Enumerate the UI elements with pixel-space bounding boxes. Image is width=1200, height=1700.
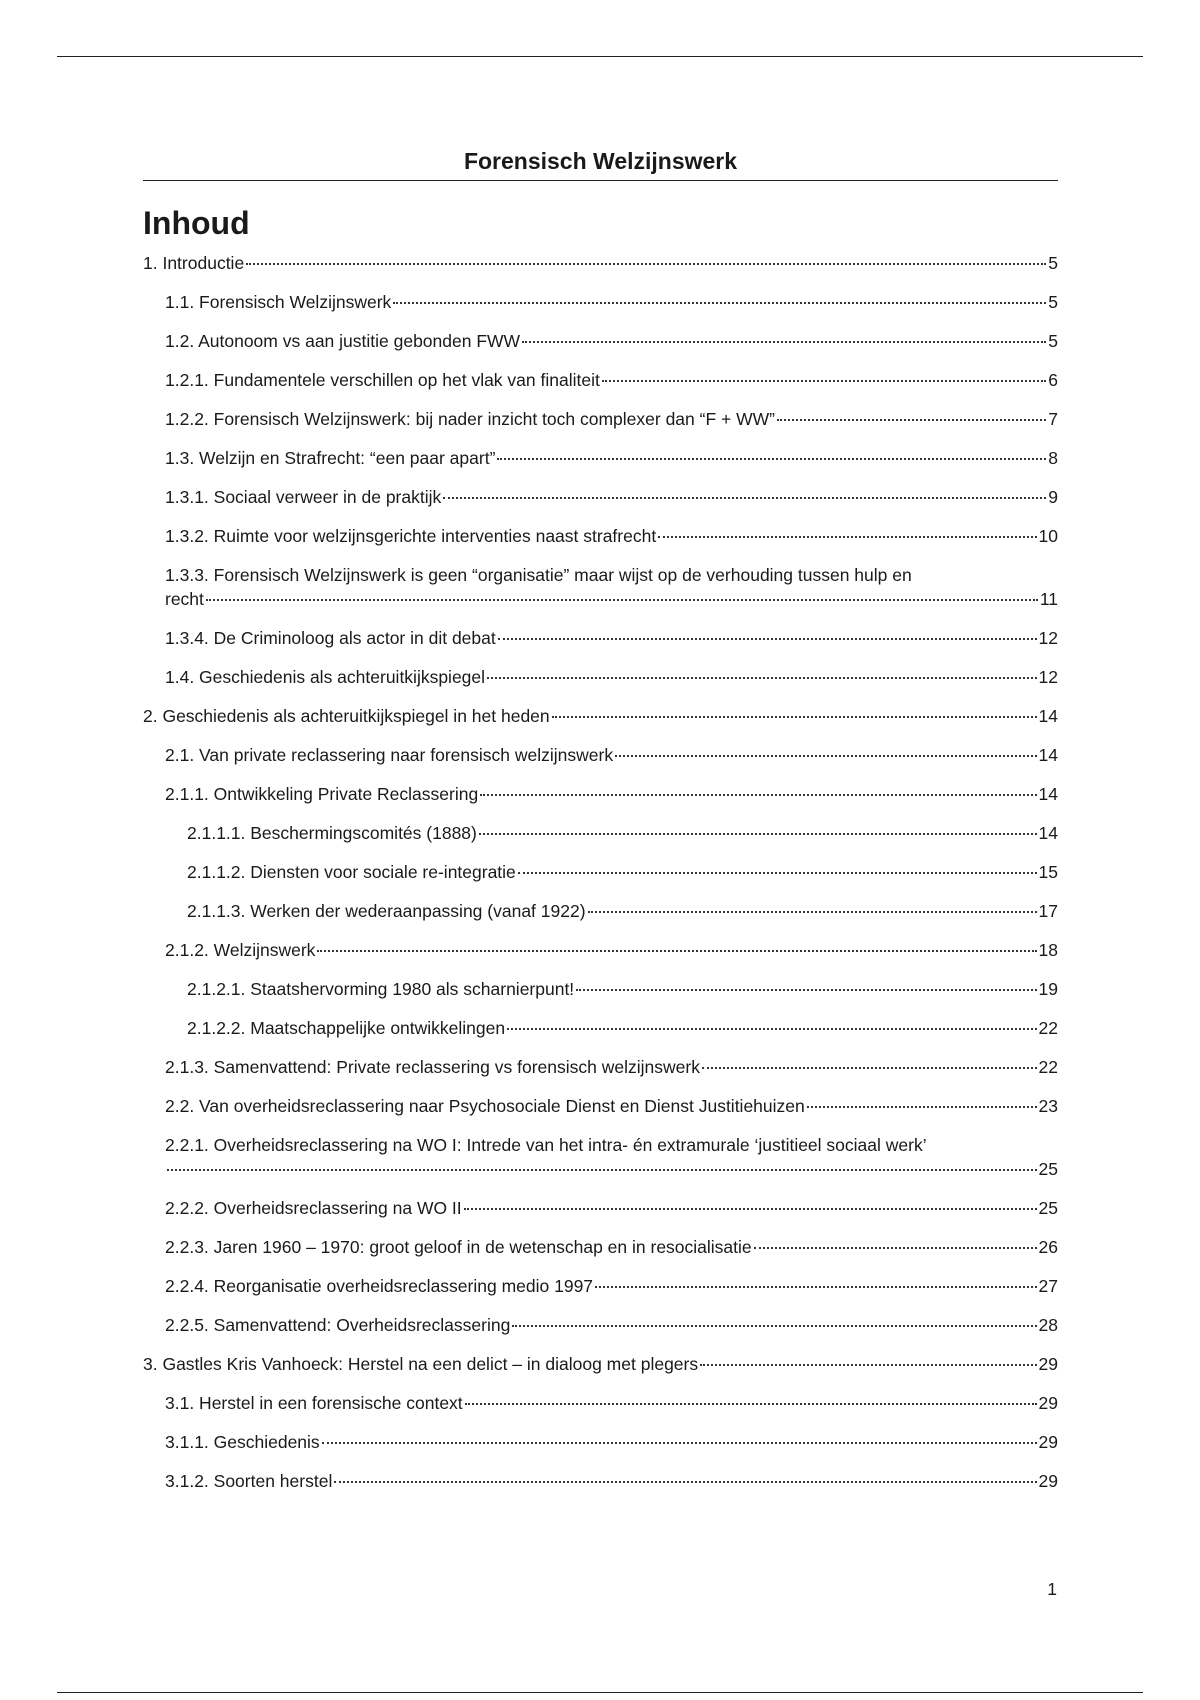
toc-page-number: 14 [1038,745,1058,765]
toc-entry[interactable] [143,938,1058,962]
document-title: Forensisch Welzijnswerk [143,145,1058,181]
toc-entry-line [165,485,1058,509]
toc-page-number: 14 [1038,706,1058,726]
toc-page-number: 25 [1038,1159,1058,1179]
toc-entry[interactable] [143,1133,1058,1181]
toc-entry-label: 1.2.1. Fundamentele verschillen op het vlak van finaliteit [165,370,600,390]
toc-entry-line [143,1352,1058,1376]
toc-leader-dots [518,872,1037,874]
toc-entry-line [143,704,1058,728]
toc-leader-dots [552,716,1037,718]
toc-entry-label: 2.1.1. Ontwikkeling Private Reclassering [165,784,479,804]
toc-page-number: 5 [1048,331,1058,351]
toc-entry[interactable] [143,1016,1058,1040]
toc-entry-label: 2.1.1.3. Werken der wederaanpassing (vanaf 1922) [187,901,586,921]
toc-entry-line [165,626,1058,650]
toc-entry-label: 1. Introductie [143,253,245,273]
toc-leader-dots [700,1364,1036,1366]
toc-entry-label: 2.1.1.2. Diensten voor sociale re-integratie [187,862,516,882]
toc-leader-dots [497,458,1046,460]
toc-entry-label: 1.3.3. Forensisch Welzijnswerk is geen “organisatie” maar wijst op de verhouding tussen hulp en [165,565,912,585]
toc-leader-dots [507,1028,1036,1030]
toc-entry-label: 2.2.3. Jaren 1960 – 1970: groot geloof in de wetenschap en in resocialisatie [165,1237,752,1257]
toc-entry-label: 2. Geschiedenis als achteruitkijkspiegel in het heden [143,706,550,726]
toc-entry-line [165,1157,1058,1181]
toc-page-number: 26 [1038,1237,1058,1257]
toc-leader-dots [588,911,1037,913]
toc-entry-label: 1.1. Forensisch Welzijnswerk [165,292,392,312]
toc-entry-label-continued: recht [165,589,204,609]
toc-entry[interactable] [143,704,1058,728]
toc-entry-line [165,1430,1058,1454]
toc-entry[interactable] [143,1469,1058,1493]
toc-entry[interactable] [143,1430,1058,1454]
toc-page-number: 22 [1038,1057,1058,1077]
toc-entry-label: 2.1.2.2. Maatschappelijke ontwikkelingen [187,1018,506,1038]
toc-entry-line [165,290,1058,314]
toc-entry[interactable] [143,626,1058,650]
header-rule [57,56,1143,57]
toc-leader-dots [246,263,1046,265]
toc-entry-label: 1.3. Welzijn en Strafrecht: “een paar apart” [165,448,496,468]
toc-entry[interactable] [143,743,1058,767]
toc-entry-line [165,665,1058,689]
toc-leader-dots [595,1286,1036,1288]
toc-entry-line [187,821,1058,845]
toc-page-number: 28 [1038,1315,1058,1335]
toc-entry[interactable] [143,251,1058,275]
toc-entry-label: 1.4. Geschiedenis als achteruitkijkspiegel [165,667,486,687]
toc-page-number: 10 [1038,526,1058,546]
toc-page-number: 5 [1048,253,1058,273]
toc-entry[interactable] [143,446,1058,470]
toc-entry-line [165,938,1058,962]
toc-entry-line [165,1469,1058,1493]
toc-leader-dots [464,1208,1037,1210]
toc-entry[interactable] [143,1235,1058,1259]
toc-entry[interactable] [143,368,1058,392]
toc-leader-dots [167,1169,1037,1171]
toc-entry-line [187,860,1058,884]
toc-page-number: 23 [1038,1096,1058,1116]
toc-entry-label: 3.1.1. Geschiedenis [165,1432,320,1452]
toc-entry-line [165,1274,1058,1298]
toc-leader-dots [465,1403,1037,1405]
toc-page-number: 5 [1048,292,1058,312]
toc-entry[interactable] [143,485,1058,509]
toc-entry[interactable] [143,1352,1058,1376]
toc-entry-label: 2.2.2. Overheidsreclassering na WO II [165,1198,462,1218]
toc-leader-dots [777,419,1046,421]
toc-entry-label: 2.2.1. Overheidsreclassering na WO I: Intrede van het intra- én extramurale ‘justitieel sociaal werk’ [165,1135,927,1155]
toc-page-number: 25 [1038,1198,1058,1218]
toc-entry-line [187,899,1058,923]
toc-entry-label: 2.2.4. Reorganisatie overheidsreclassering medio 1997 [165,1276,594,1296]
toc-entry-line [165,782,1058,806]
toc-leader-dots [322,1442,1037,1444]
toc-entry-label: 1.2. Autonoom vs aan justitie gebonden FWW [165,331,521,351]
toc-entry-line [165,407,1058,431]
toc-entry[interactable] [143,1196,1058,1220]
toc-page-number: 11 [1039,589,1058,609]
toc-page-number: 27 [1038,1276,1058,1296]
toc-page-number: 17 [1038,901,1058,921]
toc-leader-dots [658,536,1036,538]
toc-leader-dots [317,950,1036,952]
toc-page-number: 29 [1038,1432,1058,1452]
toc-entry-line [165,1313,1058,1337]
toc-entry-label: 3.1. Herstel in een forensische context [165,1393,463,1413]
toc-entry[interactable] [143,563,1058,611]
toc-entry-line [187,1016,1058,1040]
toc-leader-dots [522,341,1046,343]
toc-leader-dots [334,1481,1036,1483]
footer-rule [57,1692,1143,1693]
toc-entry[interactable] [143,782,1058,806]
toc-leader-dots [602,380,1046,382]
toc-leader-dots [807,1106,1037,1108]
toc-entry[interactable] [143,524,1058,548]
toc-entry-label: 1.3.4. De Criminoloog als actor in dit debat [165,628,496,648]
toc-entry-label: 2.1. Van private reclassering naar forensisch welzijnswerk [165,745,614,765]
toc-entry[interactable] [143,821,1058,845]
toc-entry-label: 2.1.2. Welzijnswerk [165,940,316,960]
toc-leader-dots [512,1325,1036,1327]
toc-entry-label: 3.1.2. Soorten herstel [165,1471,333,1491]
toc-entry-label: 2.1.3. Samenvattend: Private reclassering vs forensisch welzijnswerk [165,1057,700,1077]
toc-page-number: 6 [1048,370,1058,390]
toc-page-number: 14 [1038,784,1058,804]
toc-leader-dots [615,755,1036,757]
toc-entry[interactable] [143,290,1058,314]
toc-entry-label: 2.1.2.1. Staatshervorming 1980 als scharnierpunt! [187,979,575,999]
toc-leader-dots [702,1067,1037,1069]
toc-leader-dots [206,599,1038,601]
toc-entry[interactable] [143,329,1058,353]
toc-page-number: 29 [1038,1393,1058,1413]
toc-leader-dots [754,1247,1037,1249]
toc-entry-label: 2.1.1.1. Beschermingscomités (1888) [187,823,477,843]
toc-entry-line [187,977,1058,1001]
toc-entry-line [165,368,1058,392]
toc-entry-line [165,524,1058,548]
toc-heading: Inhoud [143,205,250,241]
table-of-contents [143,251,1058,1493]
toc-entry-line [143,251,1058,275]
toc-entry[interactable] [143,1274,1058,1298]
toc-entry-label: 1.3.1. Sociaal verweer in de praktijk [165,487,442,507]
toc-page-number: 22 [1038,1018,1058,1038]
toc-entry-label: 3. Gastles Kris Vanhoeck: Herstel na een delict – in dialoog met plegers [143,1354,699,1374]
toc-entry[interactable] [143,977,1058,1001]
toc-entry-line [165,446,1058,470]
toc-page-number: 12 [1038,628,1058,648]
toc-entry-line [165,743,1058,767]
toc-leader-dots [576,989,1036,991]
toc-leader-dots [393,302,1046,304]
toc-page-number: 18 [1038,940,1058,960]
toc-entry-line [165,1391,1058,1415]
toc-entry-label: 2.2.5. Samenvattend: Overheidsreclassering [165,1315,511,1335]
page-number: 1 [1047,1579,1057,1599]
toc-leader-dots [480,794,1036,796]
toc-leader-dots [487,677,1036,679]
toc-entry[interactable] [143,407,1058,431]
toc-entry-label: 1.2.2. Forensisch Welzijnswerk: bij nader inzicht toch complexer dan “F + WW” [165,409,775,429]
toc-entry[interactable] [143,899,1058,923]
toc-page-number: 7 [1048,409,1058,429]
toc-entry[interactable] [143,1391,1058,1415]
toc-entry-line [165,1235,1058,1259]
toc-page-number: 19 [1038,979,1058,999]
toc-leader-dots [443,497,1046,499]
toc-entry[interactable] [143,1313,1058,1337]
toc-entry-line [165,1196,1058,1220]
toc-entry-line [165,1055,1058,1079]
toc-leader-dots [479,833,1037,835]
toc-entry[interactable] [143,1055,1058,1079]
toc-page-number: 9 [1048,487,1058,507]
page-content [143,145,1058,1508]
toc-entry[interactable] [143,665,1058,689]
toc-page-number: 8 [1048,448,1058,468]
toc-entry-line [165,1094,1058,1118]
toc-page-number: 12 [1038,667,1058,687]
toc-page-number: 29 [1038,1354,1058,1374]
toc-entry-label: 1.3.2. Ruimte voor welzijnsgerichte interventies naast strafrecht [165,526,657,546]
toc-entry-label: 2.2. Van overheidsreclassering naar Psychosociale Dienst en Dienst Justitiehuizen [165,1096,805,1116]
toc-page-number: 29 [1038,1471,1058,1491]
toc-entry[interactable] [143,1094,1058,1118]
toc-page-number: 15 [1038,862,1058,882]
toc-entry-line [165,587,1058,611]
toc-page-number: 14 [1038,823,1058,843]
toc-entry[interactable] [143,860,1058,884]
toc-entry-line [165,329,1058,353]
toc-leader-dots [498,638,1037,640]
